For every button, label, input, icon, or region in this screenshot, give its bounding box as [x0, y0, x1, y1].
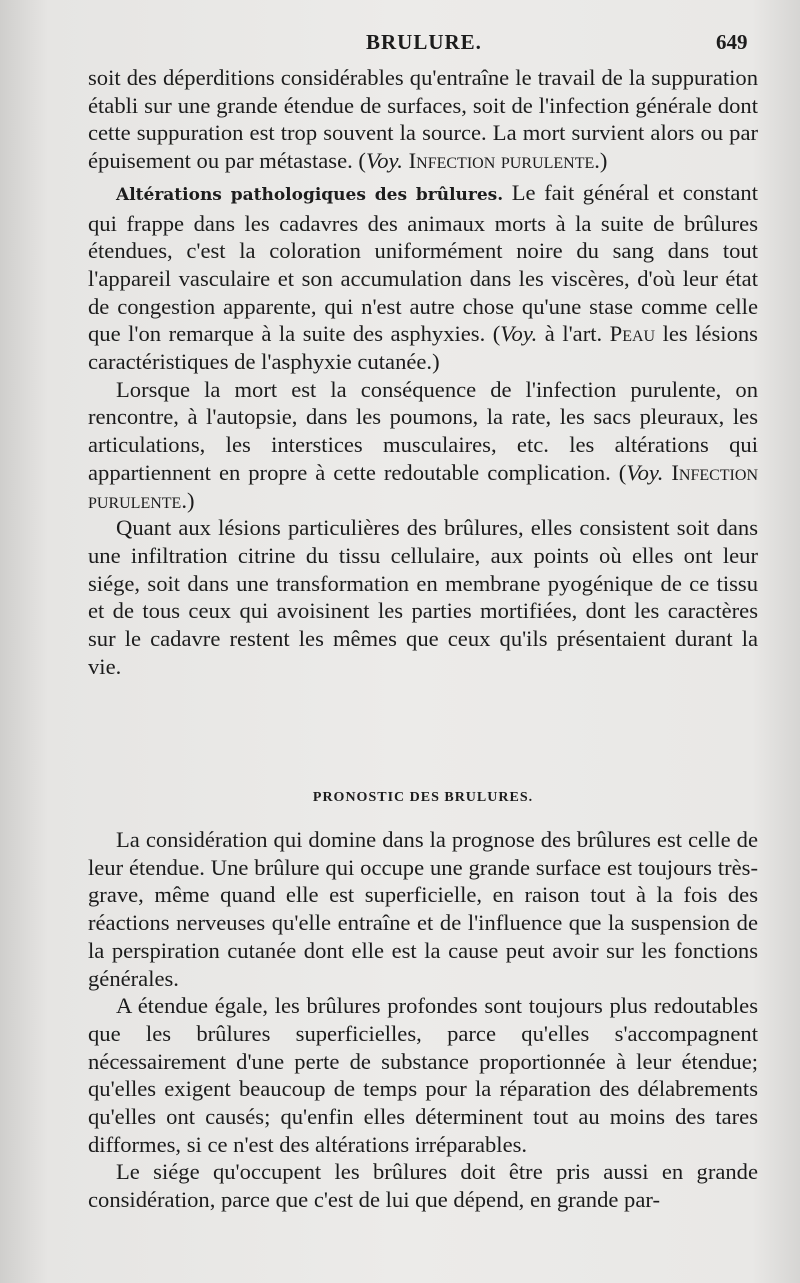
voy-reference: Voy.	[626, 459, 664, 485]
paragraph-alterations: Altérations pathologiques des brûlures. Le fait général et constant qui frappe dans les cadavres des animaux morts à la suite de brûlures étendues, c'est la coloration uniformément noire du sang dans tout l'appareil vasculaire et son accumulation dans les viscères, d'où leur état de congestion apparente, qui n'est autre chose qu'une stase comme celle que l'on remarque à la suite des asphyxies. (Voy. à l'art. Peau les lésions caractéristiques de l'asphyxie cutanée.)	[88, 179, 758, 375]
voy-reference: Voy.	[500, 321, 538, 347]
cross-reference: Infection purulente	[88, 459, 758, 513]
cross-reference: Infection purulente	[408, 148, 595, 174]
run-in-heading: Altérations pathologiques des brûlures.	[116, 184, 504, 205]
paragraph-infection: Lorsque la mort est la conséquence de l'infection purulente, on rencontre, à l'autopsie, dans les poumons, la rate, les sacs pleuraux, les articulations, les interstices musculaires, etc. les altérations qui appartiennent en propre à cette redoutable complication. (Voy. Infection purulente.)	[88, 376, 758, 513]
paragraph-etendue: La considération qui domine dans la prognose des brûlures est celle de leur étendue. Une brûlure qui occupe une grande surface est toujours très-grave, même quand elle est superficielle, en raison tout à la fois des réactions nerveuses qu'elle entraîne et de l'influence que la suspension de la perspiration cutanée dont elle est la cause peut avoir sur les fonctions générales.	[88, 827, 758, 991]
paragraph-continuation: soit des déperditions considérables qu'entraîne le travail de la suppuration établi sur une grande étendue de surfaces, soit de l'infection générale dont cette suppuration est trop souvent la source. La mort survient alors ou par épuisement ou par métastase. (Voy. Infection purulente.)	[88, 65, 758, 174]
running-title: BRULURE.	[366, 30, 482, 54]
body-text-lower	[88, 826, 758, 1214]
paragraph-lesions: Quant aux lésions particulières des brûlures, elles consistent soit dans une infiltration citrine du tissu cellulaire, aux points où elles ont leur siége, soit dans une transformation en membrane pyogénique de ce tissu et de tous ceux qui avoisinent les parties mortifiées, dont les caractères sur le cadavre restent les mêmes que ceux qu'ils présentaient durant la vie.	[88, 515, 758, 679]
paragraph-profondes: A étendue égale, les brûlures profondes sont toujours plus redoutables que les brûlures superficielles, parce qu'elles s'accompagnent nécessairement d'une perte de substance proportionnée à leur étendue; qu'elles exigent beaucoup de temps pour la réparation des délabrements qu'elles ont causés; qu'enfin elles déterminent tout au moins des tares difformes, si ce n'est des altérations irréparables.	[88, 993, 758, 1157]
cross-reference: Peau	[609, 321, 656, 347]
paragraph-siege: Le siége qu'occupent les brûlures doit être pris aussi en grande considération, parce que c'est de lui que dépend, en grande par-	[88, 1159, 758, 1213]
body-text-upper	[88, 64, 758, 680]
voy-reference: Voy.	[365, 148, 403, 174]
section-heading: PRONOSTIC DES BRULURES.	[312, 790, 534, 805]
running-header	[0, 30, 800, 60]
page-number: 649	[716, 30, 748, 54]
